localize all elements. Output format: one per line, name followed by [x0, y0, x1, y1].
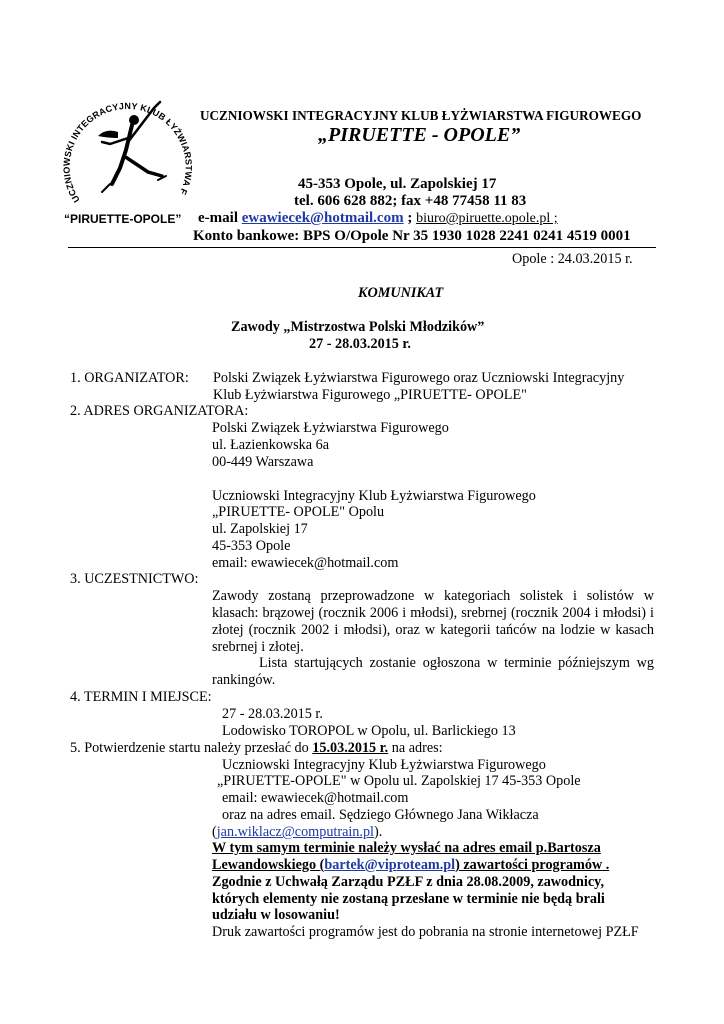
document-title: KOMUNIKAT [358, 285, 444, 301]
club-email-line [198, 210, 558, 227]
confirmation-prefix: 5. Potwierdzenie startu należy przesłać do [70, 740, 309, 756]
organizer-line-2: Klub Łyżwiarstwa Figurowego „PIRUETTE- OPOLE" [213, 387, 527, 403]
judge-email-link[interactable]: jan.wiklacz@computrain.pl [216, 824, 374, 840]
email-label: e-mail [198, 210, 238, 226]
bold-instruction-line-1: W tym samym terminie należy wysłać na adres email p.Bartosza [212, 840, 601, 856]
bold-line2-end: ) zawartości programów [455, 857, 603, 873]
address-line: 45-353 Opole [212, 538, 291, 554]
date-place-line-2: Lodowisko TOROPOL w Opolu, ul. Barlickiego 13 [222, 723, 516, 739]
section-confirmation [70, 740, 443, 757]
email-separator: ; [407, 210, 413, 226]
confirmation-line-3: email: ewawiecek@hotmail.com [222, 790, 409, 806]
event-dates: 27 - 28.03.2015 r. [309, 336, 411, 352]
header-divider [68, 247, 656, 248]
email-link-primary[interactable]: ewawiecek@hotmail.com [241, 210, 404, 226]
email-link-secondary[interactable]: biuro@piruette.opole.pl ; [416, 211, 558, 226]
paren-close: ). [374, 824, 383, 840]
section-date-place-label: 4. TERMIN I MIEJSCE: [70, 689, 212, 705]
address-line: Uczniowski Integracyjny Klub Łyżwiarstwa Figurowego [212, 488, 536, 504]
address-line: „PIRUETTE- OPOLE" Opolu [212, 504, 385, 520]
confirmation-line-2: „PIRUETTE-OPOLE" w Opolu ul. Zapolskiej 17 45-353 Opole [217, 773, 581, 789]
section-address-label: 2. ADRES ORGANIZATORA: [70, 403, 249, 419]
bold-instruction-line-3: Zgodnie z Uchwałą Zarządu PZŁF z dnia 28.08.2009, zawodnicy, [212, 874, 605, 890]
confirmation-deadline: 15.03.2015 r. [312, 740, 389, 756]
document-date: Opole : 24.03.2015 r. [512, 251, 633, 267]
club-title: „PIRUETTE - OPOLE” [318, 124, 521, 146]
section-participation-label: 3. UCZESTNICTWO: [70, 571, 199, 587]
address-line: ul. Zapolskiej 17 [212, 521, 308, 537]
judge-email-line [212, 824, 382, 841]
skater-logo-icon [62, 72, 197, 232]
organizer-line-1: Polski Związek Łyżwiarstwa Figurowego oraz Uczniowski Integracyjny [213, 370, 625, 386]
address-line: email: ewawiecek@hotmail.com [212, 555, 399, 571]
bank-account: Konto bankowe: BPS O/Opole Nr 35 1930 1028 2241 0241 4519 0001 [193, 228, 631, 244]
participation-ranking-note: Lista startujących zostanie ogłoszona w terminie późniejszym wg rankingów. [212, 655, 654, 688]
confirmation-suffix: na adres: [391, 740, 443, 756]
bold-instruction-line-5: udziału w losowaniu! [212, 907, 340, 923]
bold-instruction-line-2 [212, 857, 609, 874]
bold-instruction-line-4: których elementy nie zostaną przesłane w terminie nie będą brali [212, 891, 605, 907]
club-name: UCZNIOWSKI INTEGRACYJNY KLUB ŁYŻWIARSTWA FIGUROWEGO [200, 108, 642, 123]
download-note: Druk zawartości programów jest do pobrania na stronie internetowej PZŁF [212, 924, 639, 940]
logo-bottom-text: “PIRUETTE-OPOLE” [64, 212, 182, 226]
address-line: Polski Związek Łyżwiarstwa Figurowego [212, 420, 449, 436]
programs-email-link[interactable]: bartek@viproteam.pl [324, 857, 456, 873]
club-address: 45-353 Opole, ul. Zapolskiej 17 [298, 176, 497, 192]
logo-arc-text: UCZNIOWSKI INTEGRACYJNY KLUB ŁYŻWIARSTWA F [62, 100, 194, 205]
confirmation-line-1: Uczniowski Integracyjny Klub Łyżwiarstwa Figurowego [222, 757, 546, 773]
confirmation-line-4: oraz na adres email. Sędziego Głównego Jana Wikłacza [222, 807, 539, 823]
participation-paragraph: Zawody zostaną przeprowadzone w kategoriach solistek i solistów w klasach: brązowej (rocznik 2006 i młodsi), srebrnej (rocznik 2004 i młodsi) i złotej (rocznik 2002 i młodsi), oraz w kategorii tańców na lodzie w kasach srebrnej i złotej. [212, 588, 654, 655]
address-line: 00-449 Warszawa [212, 454, 314, 470]
bold-line2-start: Lewandowskiego ( [212, 857, 325, 873]
date-place-line-1: 27 - 28.03.2015 r. [222, 706, 323, 722]
club-phone: tel. 606 628 882; fax +48 77458 11 83 [294, 193, 527, 209]
paren-open: ( [212, 824, 217, 840]
section-organizer-label: 1. ORGANIZATOR: [70, 370, 189, 386]
club-logo [62, 72, 197, 232]
bold-line2-tail: . [602, 857, 610, 873]
address-line: ul. Łazienkowska 6a [212, 437, 330, 453]
event-name: Zawody „Mistrzostwa Polski Młodzików” [231, 319, 485, 335]
